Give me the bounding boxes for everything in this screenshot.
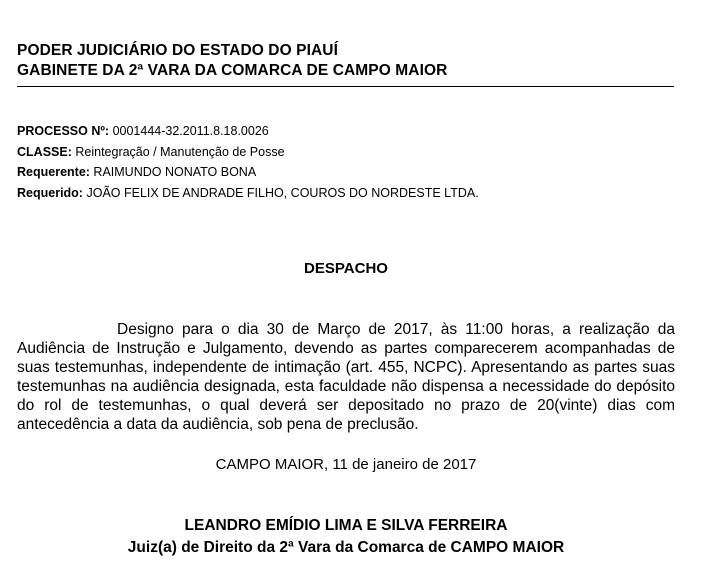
requerente-value: RAIMUNDO NONATO BONA (93, 165, 257, 179)
classe-row (17, 142, 479, 163)
requerido-label: Requerido: (17, 185, 83, 200)
processo-row (17, 121, 479, 142)
court-name: PODER JUDICIÁRIO DO ESTADO DO PIAUÍ (17, 42, 338, 59)
classe-value: Reintegração / Manutenção de Posse (75, 144, 285, 159)
court-office: GABINETE DA 2ª VARA DA COMARCA DE CAMPO MAIOR (17, 62, 448, 79)
case-info (17, 121, 479, 203)
classe-label: CLASSE: (17, 144, 72, 159)
signer-role: Juiz(a) de Direito da 2ª Vara da Comarca de CAMPO MAIOR (127, 539, 565, 556)
signer-name: LEANDRO EMÍDIO LIMA E SILVA FERREIRA (184, 517, 508, 534)
document-header (17, 41, 677, 81)
document-title: DESPACHO (304, 260, 388, 277)
requerido-value: JOÃO FELIX DE ANDRADE FILHO, COUROS DO NORDESTE LTDA. (86, 185, 479, 200)
requerido-row (17, 183, 479, 204)
header-divider (17, 86, 674, 87)
document-body: Designo para o dia 30 de Março de 2017, às 11:00 horas, a realização da Audiência de Instrução e Julgamento, devendo as partes comparecerem acompanhadas de suas testemunhas, independente de intimação (art. 455, NCPC). Apresentando as partes suas testemunhas na audiência designada, esta faculdade não dispensa a necessidade do depósito do rol de testemunhas, o qual deverá ser depositado no prazo de 20(vinte) dias com antecedência a data da audiência, sob pena de preclusão. (17, 321, 675, 433)
requerente-label: Requerente: (17, 165, 90, 179)
requerente-row (17, 162, 479, 183)
document-date: CAMPO MAIOR, 11 de janeiro de 2017 (215, 456, 477, 473)
processo-label: PROCESSO Nº: (17, 124, 110, 138)
processo-value: 0001444-32.2011.8.18.0026 (112, 124, 269, 138)
